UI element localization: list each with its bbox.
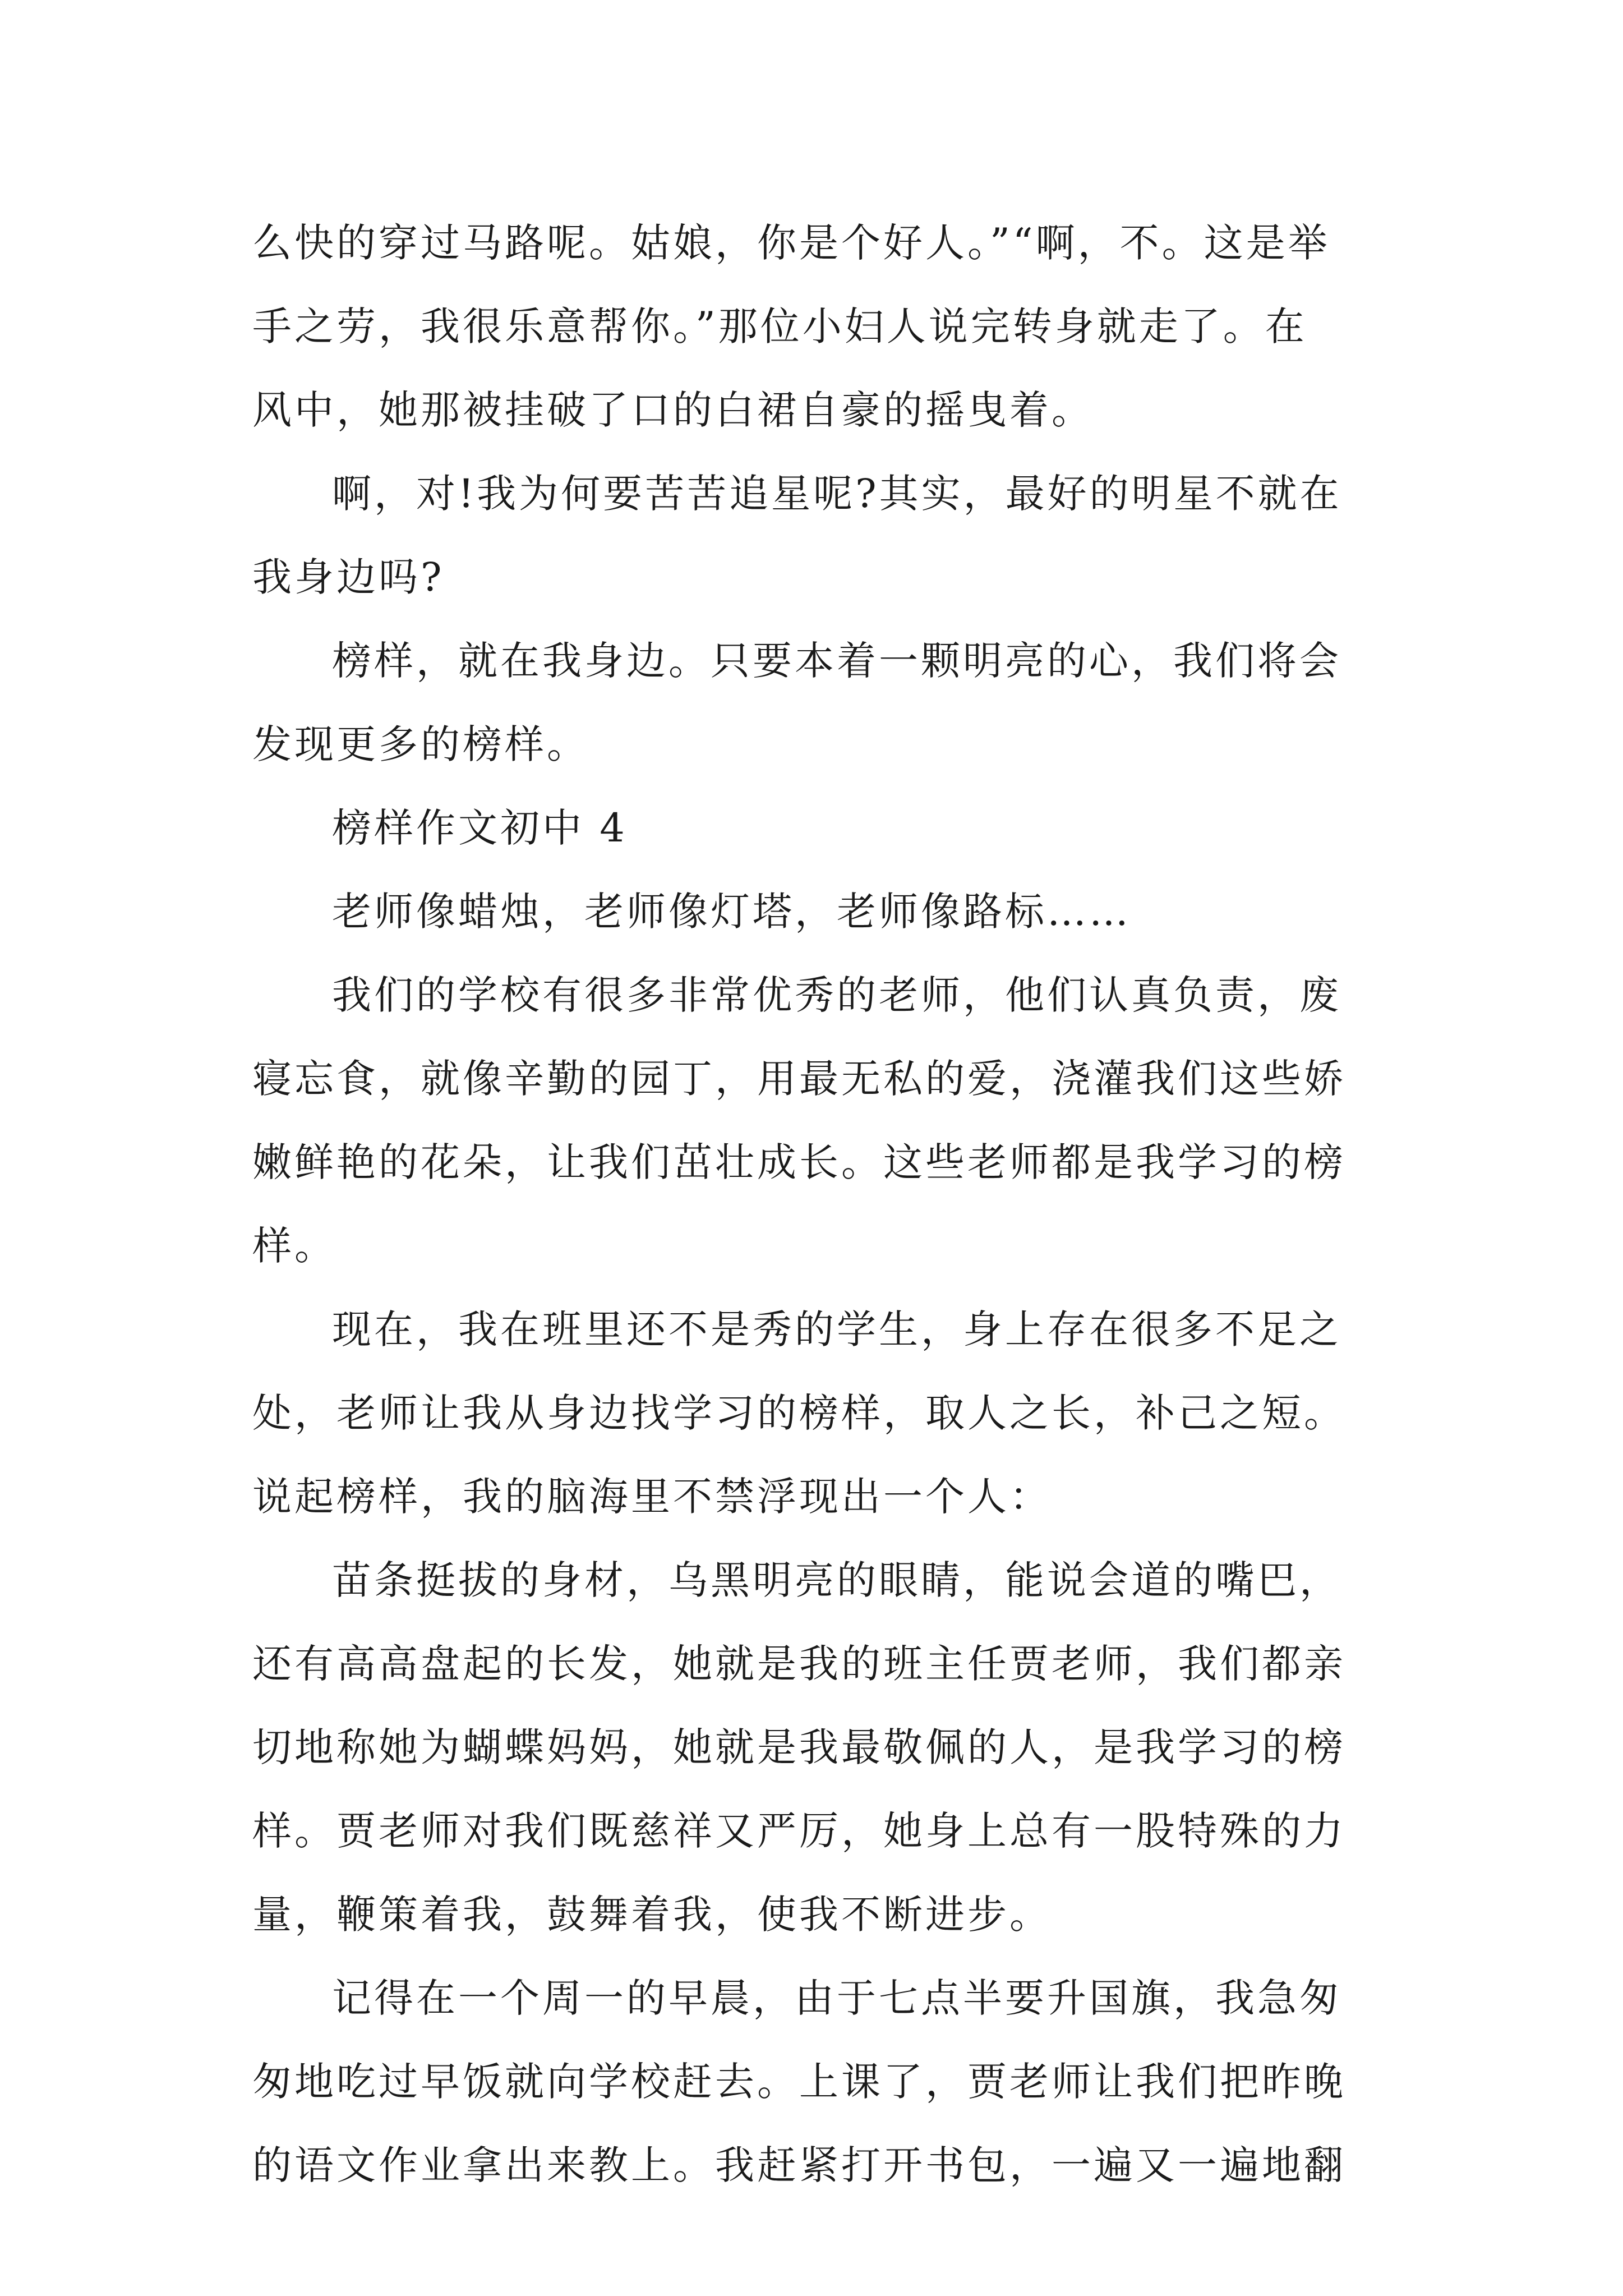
text-line: 匆地吃过早饭就向学校赶去。上课了，贾老师让我们把昨晚 xyxy=(252,2059,1346,2105)
text-line: 手之劳，我很乐意帮你。”那位小妇人说完转身就走了。在 xyxy=(252,303,1307,349)
text-line: 么快的穿过马路呢。姑娘，你是个好人。”“啊，不。这是举 xyxy=(252,220,1330,266)
section-heading: 榜样作文初中 4 xyxy=(332,805,628,851)
text-line: 记得在一个周一的早晨，由于七点半要升国旗，我急匆 xyxy=(332,1975,1341,2021)
text-line: 老师像蜡烛，老师像灯塔，老师像路标…… xyxy=(332,889,1131,935)
text-line: 苗条挺拔的身材，乌黑明亮的眼睛，能说会道的嘴巴， xyxy=(332,1557,1341,1603)
text-line: 榜样，就在我身边。只要本着一颗明亮的心，我们将会 xyxy=(332,638,1341,684)
text-line: 切地称她为蝴蝶妈妈，她就是我最敬佩的人，是我学习的榜 xyxy=(252,1724,1346,1770)
text-line: 的语文作业拿出来教上。我赶紧打开书包，一遍又一遍地翻 xyxy=(252,2142,1346,2188)
text-line: 风中，她那被挂破了口的白裙自豪的摇曳着。 xyxy=(252,387,1094,433)
text-line: 量，鞭策着我，鼓舞着我，使我不断进步。 xyxy=(252,1892,1052,1938)
text-line: 现在，我在班里还不是秀的学生，身上存在很多不足之 xyxy=(332,1306,1341,1352)
text-line: 样。 xyxy=(252,1223,336,1269)
text-line: 啊，对!我为何要苦苦追星呢?其实，最好的明星不就在 xyxy=(332,471,1342,517)
text-line: 样。贾老师对我们既慈祥又严厉，她身上总有一股特殊的力 xyxy=(252,1808,1346,1854)
text-line: 处，老师让我从身边找学习的榜样，取人之长，补己之短。 xyxy=(252,1390,1346,1436)
text-line: 发现更多的榜样。 xyxy=(252,721,589,767)
text-line: 我们的学校有很多非常优秀的老师，他们认真负责，废 xyxy=(332,972,1341,1018)
text-line: 还有高高盘起的长发，她就是我的班主任贾老师，我们都亲 xyxy=(252,1641,1346,1687)
text-line: 嫩鲜艳的花朵，让我们茁壮成长。这些老师都是我学习的榜 xyxy=(252,1139,1346,1185)
text-line: 说起榜样，我的脑海里不禁浮现出一个人： xyxy=(252,1474,1052,1520)
text-line: 寝忘食，就像辛勤的园丁，用最无私的爱，浇灌我们这些娇 xyxy=(252,1056,1346,1102)
text-line: 我身边吗? xyxy=(252,554,445,600)
